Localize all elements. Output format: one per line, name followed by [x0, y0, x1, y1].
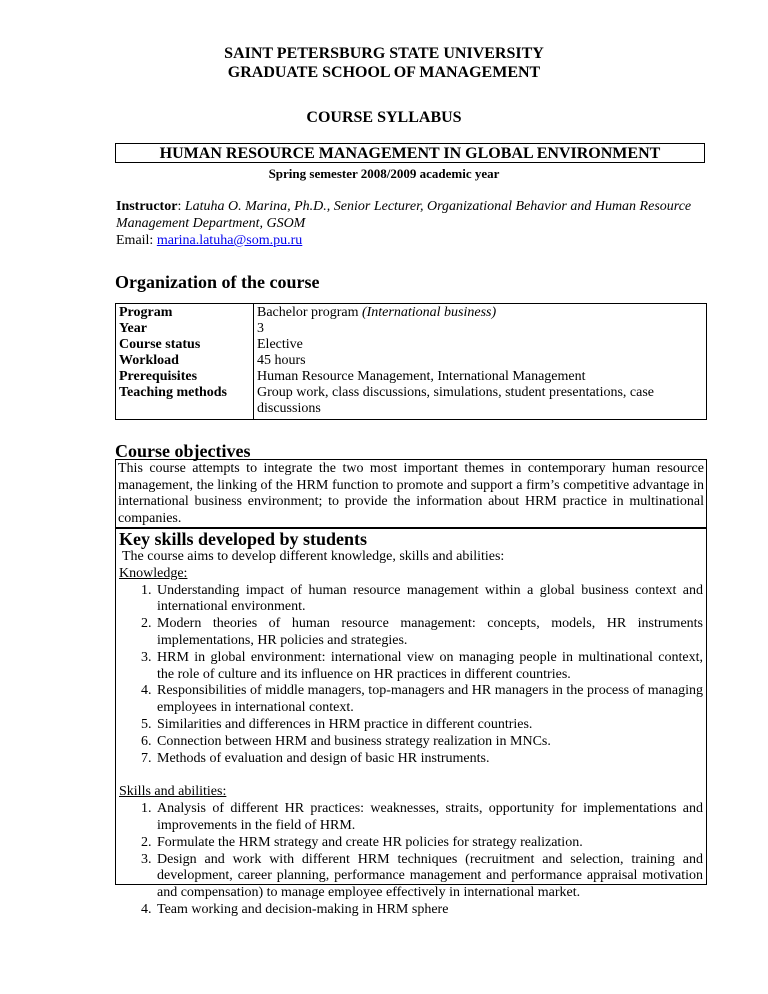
- label-prerequisites: Prerequisites: [119, 369, 198, 384]
- value-workload: 45 hours: [257, 353, 306, 368]
- list-item: 6. Connection between HRM and business strategy realization in MNCs.: [155, 734, 703, 751]
- value-program: [257, 305, 703, 321]
- organization-labels-cell: [116, 304, 254, 420]
- course-title: HUMAN RESOURCE MANAGEMENT IN GLOBAL ENVIRONMENT: [115, 143, 705, 163]
- organization-values-cell: [254, 304, 707, 420]
- instructor-details: Latuha O. Marina, Ph.D., Senior Lecturer, Organizational Behavior and Human Resource Management Department, GSOM: [116, 199, 692, 231]
- label-year: Year: [119, 321, 147, 336]
- header-university-block: [0, 44, 768, 82]
- semester-line: Spring semester 2008/2009 academic year: [268, 166, 500, 181]
- skills-intro: The course aims to develop different knowledge, skills and abilities:: [122, 549, 505, 564]
- label-program: Program: [119, 305, 173, 320]
- organization-table: [115, 303, 707, 420]
- value-teaching-methods: Group work, class discussions, simulations, student presentations, case discussions: [257, 385, 655, 416]
- email-line: [116, 233, 302, 248]
- objectives-text: This course attempts to integrate the two most important themes in contemporary human resource management, the linking of the HRM function to promote and support a firm’s competitive advantage in international business environment; to provide the information about HRM practice in multinational companies.: [118, 461, 704, 526]
- university-name: SAINT PETERSBURG STATE UNIVERSITY: [224, 45, 544, 62]
- skills-label: Skills and abilities:: [119, 784, 227, 800]
- value-program-text: Bachelor program: [257, 305, 362, 320]
- value-prerequisites: Human Resource Management, International Management: [257, 369, 586, 384]
- instructor-block: Instructor: Latuha O. Marina, Ph.D., Senior Lecturer, Organizational Behavior and Human Resource Management Department, GSOM Email: marina.latuha@som.pu.ru: [116, 199, 692, 248]
- email-label: Email:: [116, 233, 154, 248]
- label-teaching-methods: Teaching methods: [119, 385, 228, 400]
- knowledge-label: Knowledge:: [119, 565, 188, 581]
- list-item: 4. Team working and decision-making in HRM sphere: [155, 902, 703, 919]
- objectives-heading: Course objectives: [115, 441, 251, 461]
- skills-heading: Key skills developed by students: [119, 529, 368, 549]
- value-year: 3: [257, 321, 264, 336]
- list-item: 2. Formulate the HRM strategy and create HR policies for strategy realization.: [155, 835, 703, 852]
- list-item: 1. Analysis of different HR practices: weaknesses, straits, opportunity for implementations and improvements in the field of HRM.: [155, 801, 703, 835]
- skills-box: [115, 528, 707, 917]
- organization-heading: Organization of the course: [115, 272, 320, 292]
- email-link[interactable]: marina.latuha@som.pu.ru: [156, 233, 303, 248]
- list-item: 2. Modern theories of human resource management: concepts, models, HR instruments implementations, HR policies and strategies.: [155, 616, 703, 650]
- knowledge-list: [119, 583, 703, 768]
- list-item: 7. Methods of evaluation and design of basic HR instruments.: [155, 751, 703, 768]
- list-item: 4. Responsibilities of middle managers, top-managers and HR managers in the process of managing employees in international context.: [155, 683, 703, 717]
- instructor-label: Instructor: [116, 199, 178, 214]
- doc-type: COURSE SYLLABUS: [306, 109, 462, 126]
- list-item: 5. Similarities and differences in HRM practice in different countries.: [155, 717, 703, 734]
- spacer: [119, 767, 703, 784]
- label-course-status: Course status: [119, 337, 201, 352]
- list-item: 1. Understanding impact of human resource management within a global business context and international environment.: [155, 583, 703, 617]
- school-name: GRADUATE SCHOOL OF MANAGEMENT: [227, 64, 541, 81]
- label-workload: Workload: [119, 353, 179, 368]
- value-course-status: Elective: [257, 337, 303, 352]
- skills-list: [119, 801, 703, 919]
- list-item: 3. HRM in global environment: international view on managing people in multinational context, the role of culture and its influence on HR practices in different countries.: [155, 650, 703, 684]
- value-program-italic: (International business): [361, 305, 497, 320]
- organization-table-row: [116, 304, 707, 420]
- objectives-box: [115, 459, 707, 528]
- list-item: 3. Design and work with different HRM techniques (recruitment and selection, training and development, career planning, performance management and performance appraisal motivation and compensation) to manage employee effectively in international market.: [155, 852, 703, 902]
